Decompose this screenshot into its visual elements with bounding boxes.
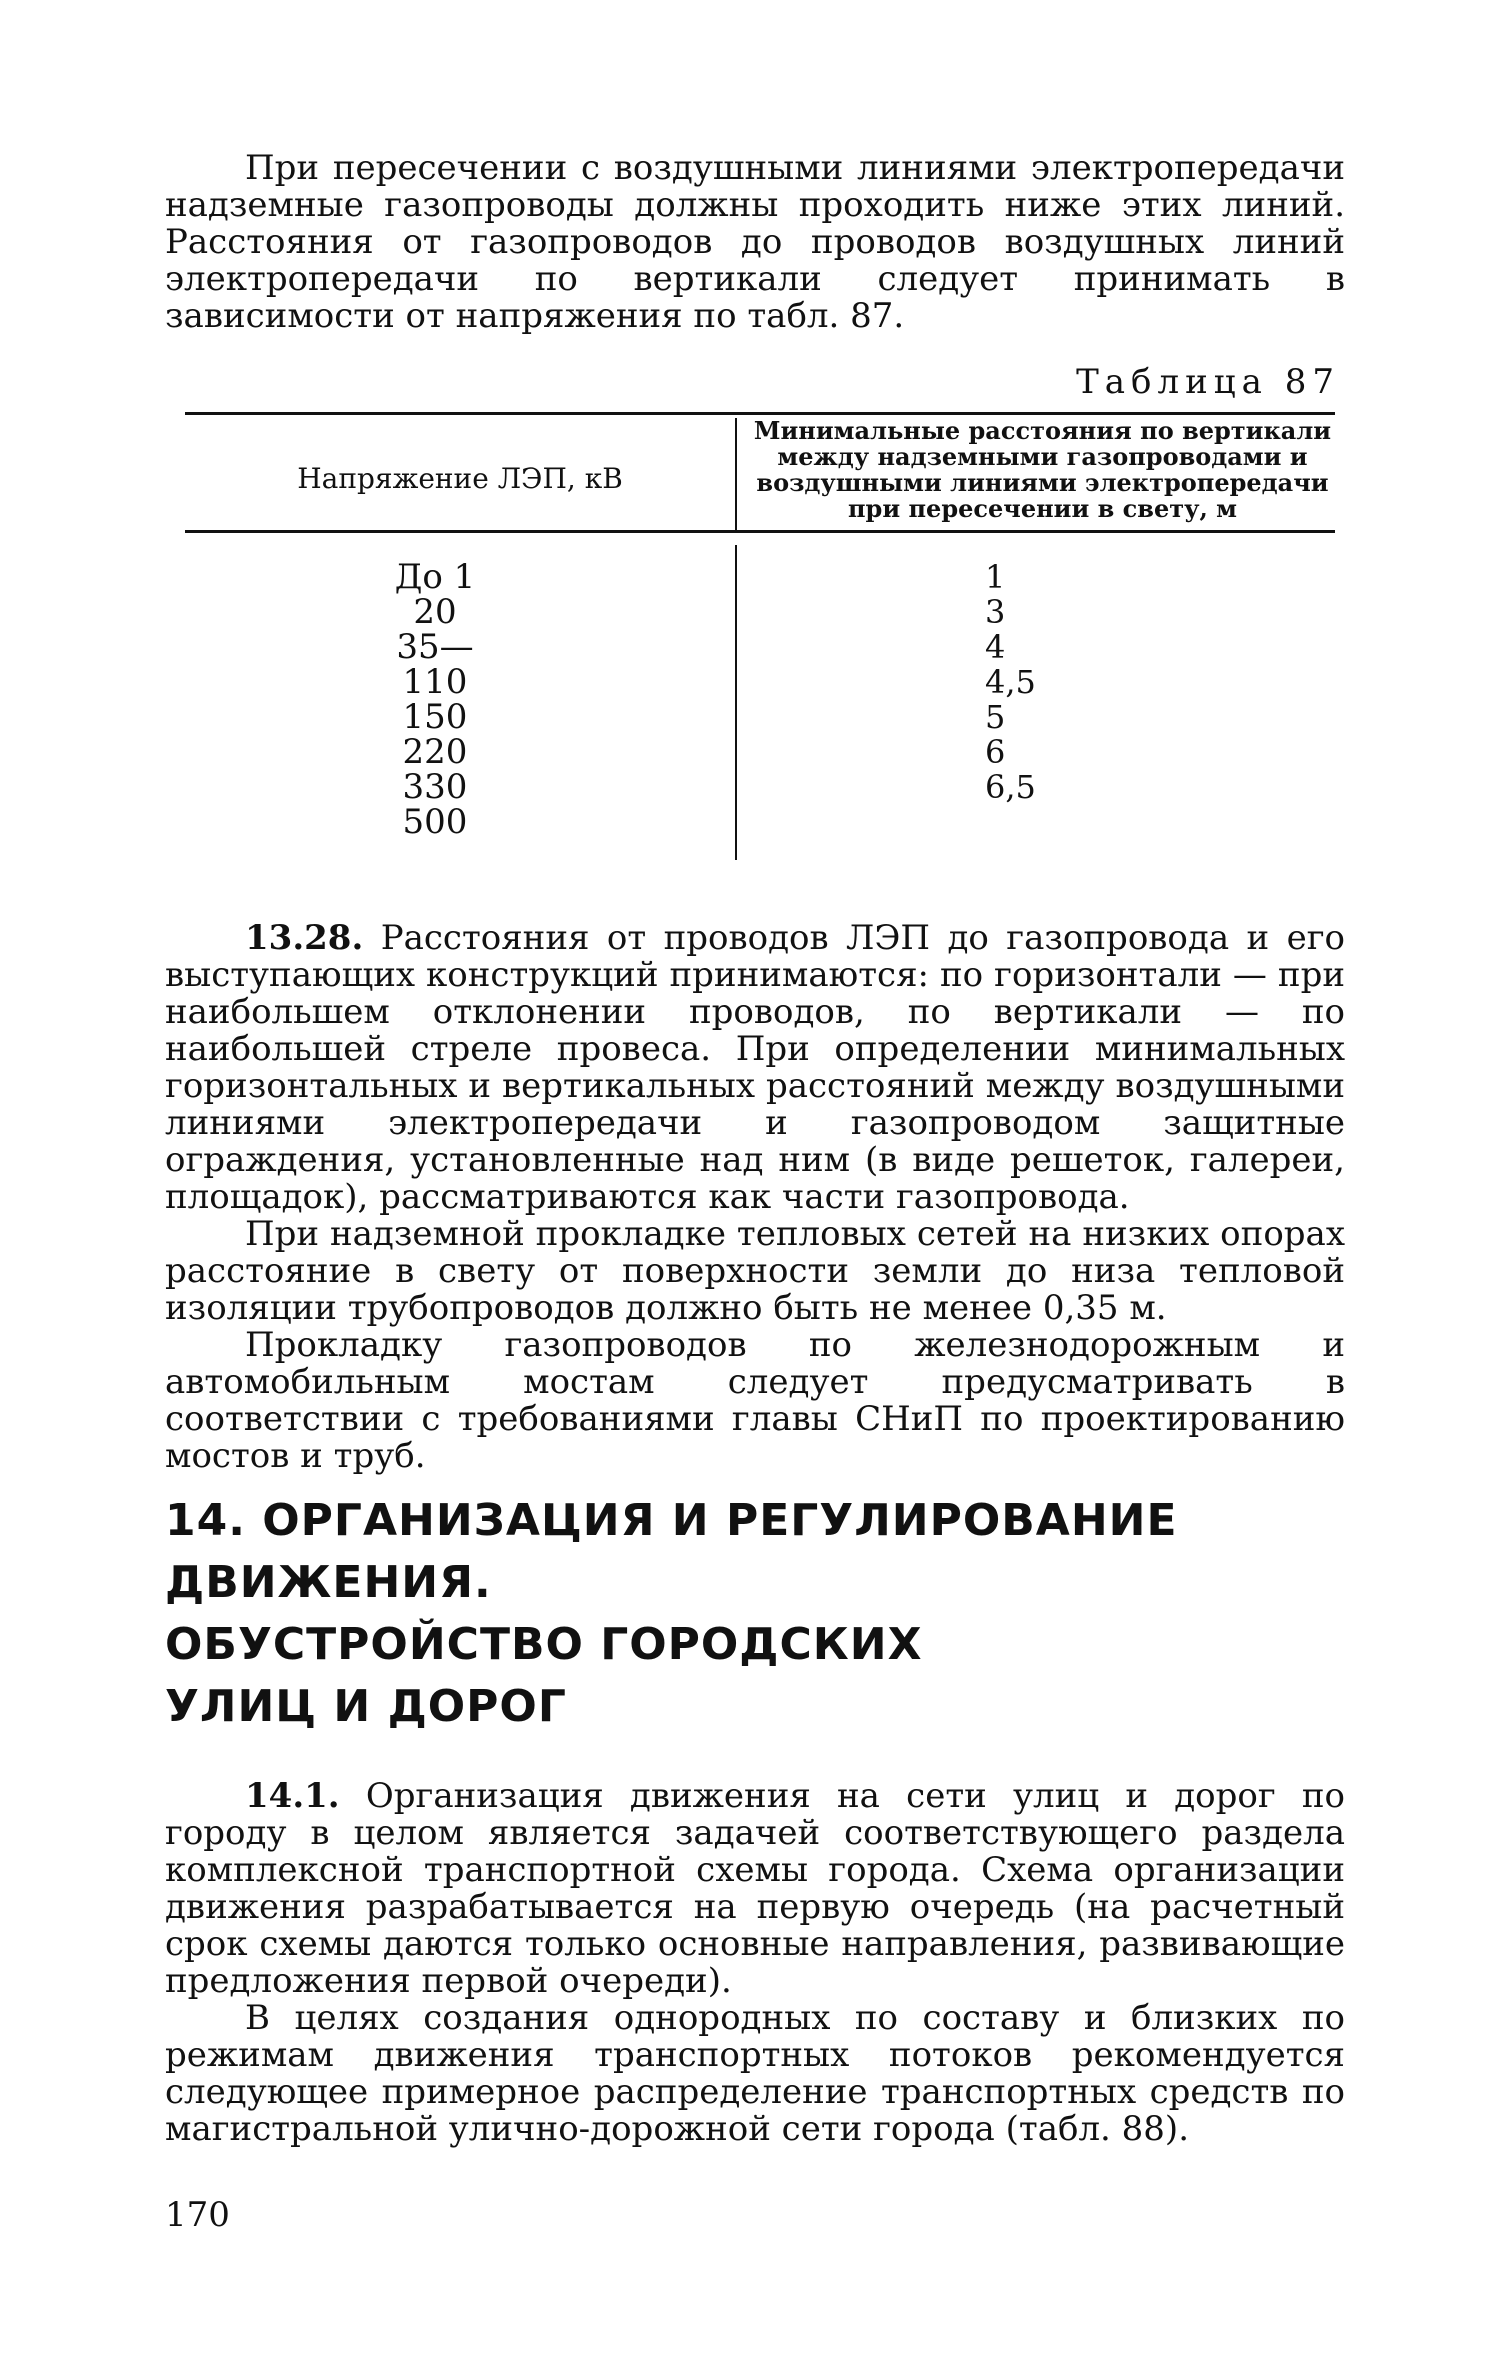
intro-paragraph: При пересечении с воздушными линиями электропередачи надземные газопроводы должны проходить ниже этих линий. Расстояния от газопроводов до проводов воздушных линий электропередачи по вертикали следует принимать в зависимости от напряжения по табл. 87. — [165, 148, 1345, 336]
table-cell-distance: 4 — [985, 628, 1006, 666]
section-text: Расстояния от проводов ЛЭП до газопровода и его выступающих конструкций принимаются: по горизонтали — при наибольшем отклонении проводов, по вертикали — по наибольшей стреле провеса. При определении минимальных горизонтальных и вертикальных расстояний между воздушными линиями электропередачи и газопроводом защитные ограждения, установленные над ним (в виде решеток, галереи, площадок), рассматриваются как части газопровода. — [165, 918, 1345, 1217]
table-header-voltage: Напряжение ЛЭП, кВ — [297, 462, 623, 495]
table-caption: Таблица 87 — [1076, 362, 1340, 402]
table-header-divider — [735, 418, 737, 530]
table-cell-distance: 6,5 — [985, 768, 1036, 806]
table-cell-voltage: 20 — [413, 592, 457, 632]
section-number: 14.1. — [245, 1776, 340, 1816]
table-cell-voltage: 220 — [402, 732, 468, 772]
section-14-1-paragraph — [165, 1778, 1345, 2000]
chapter-heading-line: 14. ОРГАНИЗАЦИЯ И РЕГУЛИРОВАНИЕ — [165, 1495, 1178, 1546]
section-13-28-paragraph-2: При надземной прокладке тепловых сетей на низких опорах расстояние в свету от поверхности земли до низа тепловой изоляции трубопроводов должно быть не менее 0,35 м. — [165, 1214, 1345, 1328]
section-number: 13.28. — [245, 918, 364, 958]
table-header-rule — [185, 530, 1335, 533]
chapter-heading — [165, 1490, 1345, 1738]
table-cell-distance: 6 — [985, 733, 1006, 771]
section-text: Организация движения на сети улиц и дорог по городу в целом является задачей соответствующего раздела комплексной транспортной схемы города. Схема организации движения разрабатывается на первую очередь (на расчетный срок схемы даются только основные направления, развивающие предложения первой очереди). — [165, 1776, 1345, 2001]
table-distance-column — [985, 560, 1105, 805]
section-13-28-paragraph — [165, 920, 1345, 1216]
table-header-distance: Минимальные расстояния по вертикали между надземными газопроводами и воздушными линиями электропередачи при пересечении в свету, м — [753, 416, 1332, 523]
table-cell-voltage: 35—110 — [396, 627, 474, 702]
table-body-divider — [735, 545, 737, 860]
table-cell-voltage: 150 — [402, 697, 468, 737]
table-cell-distance: 5 — [985, 698, 1006, 736]
table-cell-voltage: 330 — [402, 767, 468, 807]
table-cell-voltage: 500 — [402, 802, 468, 842]
section-14-1-paragraph-2: В целях создания однородных по составу и близких по режимам движения транспортных потоков рекомендуется следующее примерное распределение транспортных средств по магистральной улично-дорожной сети города (табл. 88). — [165, 1998, 1345, 2149]
section-13-28-paragraph-3: Прокладку газопроводов по железнодорожным и автомобильным мостам следует предусматривать в соответствии с требованиями главы СНиП по проектированию мостов и труб. — [165, 1325, 1345, 1476]
table-top-rule — [185, 412, 1335, 415]
table-cell-voltage: До 1 — [394, 557, 476, 597]
page-number: 170 — [165, 2195, 230, 2235]
chapter-heading-line: УЛИЦ И ДОРОГ — [165, 1681, 567, 1732]
table-cell-distance: 3 — [985, 593, 1006, 631]
table-voltage-column — [370, 557, 500, 842]
table-cell-distance: 1 — [985, 558, 1006, 596]
chapter-heading-line: ДВИЖЕНИЯ. — [165, 1557, 492, 1608]
table-cell-distance: 4,5 — [985, 663, 1036, 701]
chapter-heading-line: ОБУСТРОЙСТВО ГОРОДСКИХ — [165, 1619, 923, 1670]
